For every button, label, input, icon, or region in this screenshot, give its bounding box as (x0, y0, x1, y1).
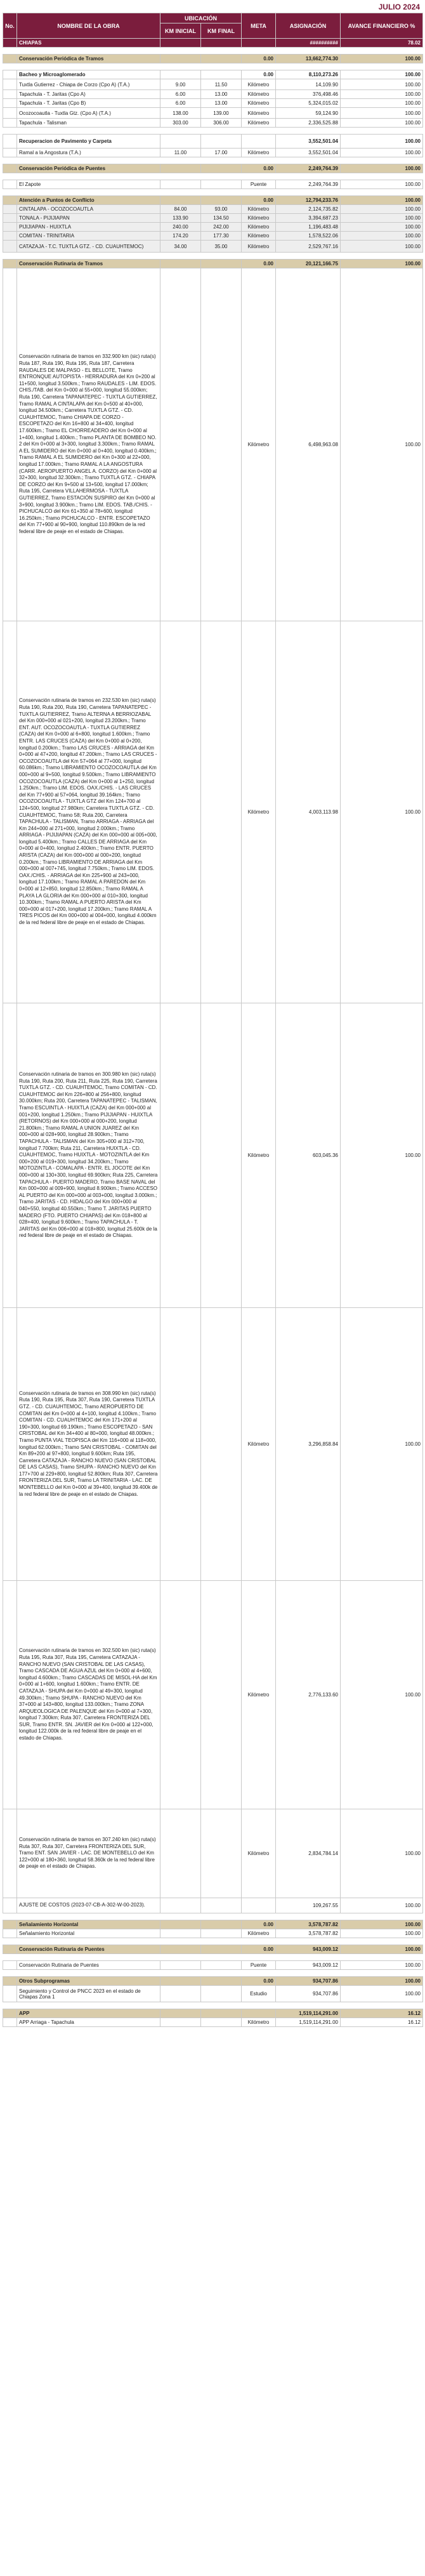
asignacion-value: 3,296,858.84 (276, 1308, 341, 1581)
section-avance: 100.00 (341, 1977, 423, 1986)
km-inicial: 174.20 (160, 232, 201, 241)
header-no: No. (3, 13, 17, 39)
subsection-recuperacion (3, 135, 423, 149)
obra-name: TONALA - PIJIJIAPAN (17, 214, 160, 223)
section-label: APP (17, 2009, 160, 2018)
meta-unit: Puente (242, 180, 276, 189)
asignacion-value: 6,498,963.08 (276, 268, 341, 621)
avance-value: 100.00 (341, 1003, 423, 1308)
obra-name: APP Arriaga - Tapachula (17, 2018, 160, 2027)
header-asignacion: ASIGNACIÓN (276, 13, 341, 39)
section-label: Otros Subprogramas (17, 1977, 160, 1986)
meta-unit: Kilómetro (242, 108, 276, 119)
meta-unit: Kilómetro (242, 1308, 276, 1581)
section-meta: 0.00 (242, 1977, 276, 1986)
asignacion-value: 3,394,687.23 (276, 214, 341, 223)
header-km-final: KM FINAL (201, 23, 242, 39)
subsection-meta: 0.00 (242, 70, 276, 79)
meta-unit: Kilómetro (242, 1929, 276, 1938)
table-row (3, 621, 423, 1003)
table-row (3, 1809, 423, 1898)
section-senalamiento (3, 1920, 423, 1929)
obra-name: Conservación Rutinaria de Puentes (17, 1961, 160, 1970)
table-row (3, 214, 423, 223)
meta-unit: Kilómetro (242, 1809, 276, 1898)
km-inicial: 9.00 (160, 79, 201, 90)
section-asignacion: 1,519,114,291.00 (276, 2009, 341, 2018)
km-inicial: 11.00 (160, 149, 201, 157)
asignacion-value: 1,196,483.48 (276, 223, 341, 232)
obra-name: PIJIJIAPAN - HUIXTLA (17, 223, 160, 232)
works-table (3, 13, 423, 2027)
state-total-row (3, 39, 423, 48)
section-asignacion: 12,794,233.76 (276, 196, 341, 205)
table-row (3, 1003, 423, 1308)
section-avance: 100.00 (341, 164, 423, 173)
section-conservacion-tramos (3, 55, 423, 63)
asignacion-value: 603,045.36 (276, 1003, 341, 1308)
obra-name: Señalamiento Horizontal (17, 1929, 160, 1938)
table-row (3, 268, 423, 621)
km-final: 17.00 (201, 149, 242, 157)
meta-unit: Kilómetro (242, 205, 276, 214)
meta-unit (242, 1898, 276, 1913)
table-row (3, 108, 423, 119)
table-row (3, 149, 423, 157)
meta-unit: Kilómetro (242, 223, 276, 232)
meta-unit: Kilómetro (242, 119, 276, 128)
asignacion-value: 2,249,764.39 (276, 180, 341, 189)
km-final: 134.50 (201, 214, 242, 223)
meta-unit: Kilómetro (242, 1581, 276, 1809)
avance-value: 100.00 (341, 214, 423, 223)
section-meta: 0.00 (242, 1920, 276, 1929)
table-row (3, 99, 423, 108)
avance-value: 100.00 (341, 149, 423, 157)
avance-value: 100.00 (341, 119, 423, 128)
header-km-inicial: KM INICIAL (160, 23, 201, 39)
table-row (3, 2018, 423, 2027)
table-row (3, 119, 423, 128)
section-meta: 0.00 (242, 55, 276, 63)
avance-value: 100.00 (341, 241, 423, 253)
avance-value: 100.00 (341, 1581, 423, 1809)
meta-unit: Kilómetro (242, 214, 276, 223)
report-title: JULIO 2024 (378, 3, 420, 11)
section-asignacion: 2,249,764.39 (276, 164, 341, 173)
table-row (3, 1898, 423, 1913)
asignacion-value: 1,578,522.06 (276, 232, 341, 241)
obra-description: AJUSTE DE COSTOS (2023-07-CB-A-302-W-00-2023). (17, 1898, 160, 1913)
section-avance: 100.00 (341, 196, 423, 205)
km-final: 11.50 (201, 79, 242, 90)
asignacion-value: 5,324,015.02 (276, 99, 341, 108)
km-final: 13.00 (201, 90, 242, 99)
state-label: CHIAPAS (17, 39, 160, 48)
avance-value: 100.00 (341, 79, 423, 90)
avance-value: 100.00 (341, 1986, 423, 2002)
obra-description: Conservación rutinaria de tramos en 307.240 km (sic) ruta(s) Ruta 307, Ruta 307, Carretera FRONTERIZA DEL SUR, Tramo ENT. SAN JAVIER - LAC. DE MONTEBELLO del Km 122+000 al 180+360, longitud 58.360k de la red federal libre de peaje en el estado de Chiapas. (17, 1809, 160, 1898)
header-avance: AVANCE FINANCIERO % (341, 13, 423, 39)
asignacion-value: 109,267.55 (276, 1898, 341, 1913)
table-row (3, 223, 423, 232)
section-otros (3, 1977, 423, 1986)
obra-description: Conservación rutinaria de tramos en 308.990 km (sic) ruta(s) Ruta 190, Ruta 195, Ruta 307, Ruta 190, Carretera TUXTLA GTZ. - CD. CUAUHTEMOC, Tramo AEROPUERTO DE COMITAN del Km 0+000 al 4+100, longitud 4.100km.; Tramo COMITAN - CD. CUAUHTEMOC del Km 171+200 al 190+300, longitud 69.190km.; Tramo ESCOPETAZO - SAN CRISTOBAL del Km 34+400 al 80+000, longitud 48.000km.; Tramo PUNTA VIAL TEOPISCA del Km 116+000 al 118+000, longitud 62.000km.; Tramo SAN CRISTOBAL - COMITAN del Km 89+200 al 97+800, longitud 9.600km; Ruta 195, Carretera CATAZAJA - RANCHO NUEVO (SAN CRISTOBAL DE LAS CASAS), Tramo SHUPA - RANCHO NUEVO del Km 177+700 al 229+800, longitud 52.800km; Ruta 307, Carretera FRONTERIZA DEL SUR, Tramo LA TRINITARIA - LAC. DE MONTEBELLO del Km 0+000 al 39+400, longitud 39.400k de la red federal libre de peaje en el estado de Chiapas. (17, 1308, 160, 1581)
section-avance: 100.00 (341, 1920, 423, 1929)
meta-unit: Kilómetro (242, 149, 276, 157)
section-label: Atención a Puntos de Conflicto (17, 196, 160, 205)
avance-value: 100.00 (341, 223, 423, 232)
section-asignacion: 934,707.86 (276, 1977, 341, 1986)
section-avance: 100.00 (341, 55, 423, 63)
section-avance: 100.00 (341, 1945, 423, 1954)
section-meta: 0.00 (242, 196, 276, 205)
avance-value: 100.00 (341, 1898, 423, 1913)
km-inicial: 6.00 (160, 90, 201, 99)
asignacion-value: 2,529,767.16 (276, 241, 341, 253)
asignacion-value: 934,707.86 (276, 1986, 341, 2002)
section-rutinaria-puentes (3, 1945, 423, 1954)
section-asignacion: 20,121,166.75 (276, 260, 341, 268)
obra-name: Ramal a la Angostura (T.A.) (17, 149, 160, 157)
avance-value: 100.00 (341, 90, 423, 99)
asignacion-value: 2,834,784.14 (276, 1809, 341, 1898)
table-row (3, 1581, 423, 1809)
section-avance: 100.00 (341, 260, 423, 268)
asignacion-value: 2,124,735.82 (276, 205, 341, 214)
meta-unit: Kilómetro (242, 2018, 276, 2027)
obra-description: Conservación rutinaria de tramos en 232.530 km (sic) ruta(s) Ruta 190, Ruta 200, Ruta 190, Carretera TAPANATEPEC - TUXTLA GUTIERREZ, Tramo ALTERNA A BERRIOZABAL del Km 000+000 al 021+200, longitud 23.200km.; Tramo ENT. AUT. OCOZOCOAUTLA - TUXTLA GUTIERREZ (CAZA) del Km 0+000 al 6+800, longitud 1.600km.; Tramo ENTR. LAS CRUCES (CAZA) del Km 0+000 al 0+200, longitud 0.200km.; Tramo LAS CRUCES - ARRIAGA del Km 0+000 al 47+200, longitud 47.200km.; Tramo LAS CRUCES - OCOZOCOAUTLA del Km 57+064 al 77+000, longitud 60.086km.; Tramo LIBRAMIENTO OCOZOCOAUTLA del Km 000+000 al 9+500, longitud 9.500km.; Tramo LIBRAMIENTO OCOZOCOAUTLA (CAZA) del Km 0+000 al 1+250, longitud 1.250km.; Tramo LIM. EDOS. OAX./CHIS. - LAS CRUCES del Km 77+900 al 57+064, longitud 39.164km.; Tramo OCOZOCOAUTLA - TUXTLA GTZ del Km 124+700 al 124+500, longitud 27.980km; Carretera TUXTLA GTZ. - CD. CUAUHTEMOC, Tramo 58; Ruta 200, Carretera TAPACHULA - TALISMAN, Tramo ARRIAGA - ARRIAGA del Km 244+000 al 271+000, longitud 2.000km.; Tramo ARRIAGA - PIJIJIAPAN (CAZA) del Km 000+000 al 005+000, longitud 5.400km.; Tramo CALLES DE ARRIAGA del Km 0+000 al 0+400, longitud 2.400km.; Tramo ENTR. PUERTO ARISTA (CAZA) del Km 000+000 al 000+200, longitud 0.200km.; Tramo LIBRAMIENTO DE ARRIAGA del Km 000+000 al 007+745, longitud 7.750km.; Tramo LIM. EDOS. OAX./CHIS. - ARRIAGA del Km 225+900 al 243+000, longitud 17.100km.; Tramo RAMAL A PAREDON del Km 0+000 al 12+850, longitud 12.850km.; Tramo RAMAL A PLAYA LA GLORIA del Km 000+000 al 010+300, longitud 10.300km.; Tramo RAMAL A PUERTO ARISTA del Km 000+000 al 017+200, longitud 17.200km.; Tramo RAMAL A TRES PICOS del Km 000+000 al 004+000, longitud 4.000km de la red federal libre de peaje en el estado de Chiapas. (17, 621, 160, 1003)
obra-name: COMITAN - TRINITARIA (17, 232, 160, 241)
asignacion-value: 376,498.46 (276, 90, 341, 99)
obra-name: Tuxtla Gutierrez - Chiapa de Corzo (Cpo A) (T.A.) (17, 79, 160, 90)
section-label: Señalamiento Horizontal (17, 1920, 160, 1929)
asignacion-value: 2,336,525.88 (276, 119, 341, 128)
section-meta: 0.00 (242, 164, 276, 173)
header-meta: META (242, 13, 276, 39)
subsection-avance: 100.00 (341, 70, 423, 79)
avance-value: 100.00 (341, 232, 423, 241)
section-asignacion: 13,662,774.30 (276, 55, 341, 63)
table-row (3, 79, 423, 90)
section-label: Conservación Periódica de Tramos (17, 55, 160, 63)
meta-unit: Puente (242, 1961, 276, 1970)
avance-value: 100.00 (341, 268, 423, 621)
asignacion-value: 2,776,133.60 (276, 1581, 341, 1809)
km-final: 306.00 (201, 119, 242, 128)
section-label: Conservación Rutinaria de Puentes (17, 1945, 160, 1954)
meta-unit: Kilómetro (242, 79, 276, 90)
km-final: 13.00 (201, 99, 242, 108)
obra-name: Tapachula - T. Jaritas (Cpo A) (17, 90, 160, 99)
avance-value: 100.00 (341, 108, 423, 119)
obra-name: CATAZAJA - T.C. TUXTLA GTZ. - CD. CUAUHTEMOC) (17, 241, 160, 253)
header-ubicacion: UBICACIÓN (160, 13, 242, 23)
km-inicial: 34.00 (160, 241, 201, 253)
meta-unit: Kilómetro (242, 99, 276, 108)
obra-name: Seguimiento y Control de PNCC 2023 en el estado de Chiapas Zona 1 (17, 1986, 160, 2002)
table-row (3, 1929, 423, 1938)
avance-value: 100.00 (341, 621, 423, 1003)
avance-value: 16.12 (341, 2018, 423, 2027)
section-rutinaria-tramos (3, 260, 423, 268)
section-asignacion: 943,009.12 (276, 1945, 341, 1954)
km-inicial: 84.00 (160, 205, 201, 214)
avance-value: 100.00 (341, 99, 423, 108)
obra-name: Ocozocoautla - Tuxtla Gtz. (Cpo A) (T.A.) (17, 108, 160, 119)
meta-unit: Kilómetro (242, 232, 276, 241)
avance-value: 100.00 (341, 1308, 423, 1581)
meta-unit: Kilómetro (242, 268, 276, 621)
table-row (3, 1961, 423, 1970)
asignacion-value: 3,578,787.82 (276, 1929, 341, 1938)
km-final: 35.00 (201, 241, 242, 253)
section-puentes-periodica (3, 164, 423, 173)
table-row (3, 1986, 423, 2002)
meta-unit: Estudio (242, 1986, 276, 2002)
subsection-avance: 100.00 (341, 135, 423, 149)
asignacion-value: 14,109.90 (276, 79, 341, 90)
asignacion-value: 3,552,501.04 (276, 149, 341, 157)
avance-value: 100.00 (341, 205, 423, 214)
obra-name: Tapachula - Talisman (17, 119, 160, 128)
section-label: Conservación Rutinaria de Tramos (17, 260, 160, 268)
obra-description: Conservación rutinaria de tramos en 300.980 km (sic) ruta(s) Ruta 190, Ruta 200, Ruta 211, Ruta 225, Ruta 190, Carretera TUXTLA GTZ. - CD. CUAUHTEMOC, Tramo COMITAN - CD. CUAUHTEMOC del Km 226+800 al 256+800, longitud 30.000km; Ruta 200, Carretera TAPANATEPEC - TALISMAN, Tramo ESCUINTLA - HUIXTLA (CAZA) del Km 000+000 al 001+200, longitud 1.250km.; Tramo PIJIJIAPAN - HUIXTLA (RETORNOS) del Km 000+000 al 000+200, longitud 21.800km.; Tramo RAMAL A UNION JUAREZ del Km 000+000 al 028+900, longitud 28.900km.; Tramo TAPACHULA - TALISMAN del Km 305+000 al 312+700, longitud 7.700km; Ruta 211, Carretera HUIXTLA - CD. CUAUHTEMOC, Tramo HUIXTLA - MOTOZINTLA del Km 000+200 al 019+300, longitud 34.200km.; Tramo MOTOZINTLA - COMALAPA - ENTR. EL JOCOTE del Km 000+000 al 130+300, longitud 69.900km; Ruta 225, Carretera TAPACHULA - PUERTO MADERO, Tramo BASE NAVAL del Km 000+000 al 009+900, longitud 8.900km.; Tramo ACCESO AL PUERTO del Km 000+000 al 003+000, longitud 3.000km.; Tramo JARITAS - CD. HIDALGO del Km 000+000 al 040+550, longitud 40.550km.; Tramo T. JARITAS PUERTO MADERO (FTO. PUERTO CHIAPAS) del Km 018+800 al 028+400, longitud 9.600km.; Tramo TAPACHULA - T. JARITAS del Km 006+000 al 018+800, longitud 25.600k de la red federal libre de peaje en el estado de Chiapas. (17, 1003, 160, 1308)
table-row (3, 180, 423, 189)
meta-unit: Kilómetro (242, 1003, 276, 1308)
table-row (3, 232, 423, 241)
meta-unit: Kilómetro (242, 621, 276, 1003)
subsection-label: Recuperacion de Pavimento y Carpeta (17, 135, 160, 149)
section-conflicto (3, 196, 423, 205)
km-inicial: 303.00 (160, 119, 201, 128)
table-row (3, 205, 423, 214)
asignacion-value: 59,124.90 (276, 108, 341, 119)
table-row (3, 241, 423, 253)
meta-unit: Kilómetro (242, 90, 276, 99)
asignacion-value: 943,009.12 (276, 1961, 341, 1970)
section-meta: 0.00 (242, 1945, 276, 1954)
asignacion-value: 4,003,113.98 (276, 621, 341, 1003)
obra-name: Tapachula - T. Jaritas (Cpo B) (17, 99, 160, 108)
subsection-bacheo (3, 70, 423, 79)
section-meta: 0.00 (242, 260, 276, 268)
section-label: Conservación Periódica de Puentes (17, 164, 160, 173)
km-inicial: 6.00 (160, 99, 201, 108)
subsection-asignacion: 8,110,273.26 (276, 70, 341, 79)
km-inicial: 240.00 (160, 223, 201, 232)
obra-name: El Zapote (17, 180, 160, 189)
km-final: 177.30 (201, 232, 242, 241)
km-inicial: 138.00 (160, 108, 201, 119)
table-row (3, 90, 423, 99)
obra-name: CINTALAPA - OCOZOCOAUTLA (17, 205, 160, 214)
avance-value: 100.00 (341, 1961, 423, 1970)
section-asignacion: 3,578,787.82 (276, 1920, 341, 1929)
section-avance: 16.12 (341, 2009, 423, 2018)
avance-value: 100.00 (341, 1929, 423, 1938)
km-final: 139.00 (201, 108, 242, 119)
subsection-label: Bacheo y Microaglomerado (17, 70, 160, 79)
obra-description: Conservación rutinaria de tramos en 302.500 km (sic) ruta(s) Ruta 195, Ruta 307, Ruta 195, Carretera CATAZAJA - RANCHO NUEVO (SAN CRISTOBAL DE LAS CASAS), Tramo CASCADA DE AGUA AZUL del Km 0+000 al 4+600, longitud 4.600km.; Tramo CASCADAS DE MISOL-HA del Km 0+000 al 1+600, longitud 1.600km.; Tramo ENTR. DE CATAZAJA - SHUPA del Km 0+000 al 49+300, longitud 49.300km.; Tramo SHUPA - RANCHO NUEVO del Km 37+000 al 143+800, longitud 133.000km.; Tramo ZONA ARQUEOLOGICA DE PALENQUE del Km 0+000 al 7+300, longitud 7.300km; Ruta 307, Carretera FRONTERIZA DEL SUR, Tramo ENTR. SN. JAVIER del Km 0+000 al 122+000, longitud 122.000k de la red federal libre de peaje en el estado de Chiapas. (17, 1581, 160, 1809)
obra-description: Conservación rutinaria de tramos en 332.900 km (sic) ruta(s) Ruta 187, Ruta 190, Ruta 195, Ruta 187, Carretera RAUDALES DE MALPASO - EL BELLOTE, Tramo ENTRONQUE AUTOPISTA - HERRADURA del Km 0+200 al 11+500, longitud 3.500km.; Tramo RAUDALES - LIM. EDOS. CHIS./TAB. del Km 0+000 al 55+000, longitud 55.000km; Ruta 190, Carretera TAPANATEPEC - TUXTLA GUTIERREZ, Tramo RAMAL A CINTALAPA del Km 0+500 al 40+000, longitud 34.500km.; Carretera TUXTLA GTZ. - CD. CUAUHTEMOC, Tramo CHIAPA DE CORZO - ESCOPETAZO del Km 16+800 al 34+400, longitud 17.600km.; Tramo EL CHORREADERO del Km 0+000 al 1+400, longitud 1.400km.; Tramo PLANTA DE BOMBEO NO. 2 del Km 0+000 al 3+300, longitud 3.300km.; Tramo RAMAL A EL SUMIDERO del Km 0+000 al 0+400, longitud 0.400km.; Tramo RAMAL A EL SUMIDERO del Km 0+300 al 22+000, longitud 17.000km.; Tramo RAMAL A LA ANGOSTURA (CARR. AEROPUERTO ANGEL A. CORZO) del Km 0+000 al 32+300, longitud 32.300km.; Tramo TUXTLA GTZ. - CHIAPA DE CORZO del Km 9+500 al 13+500, longitud 17.000km; Ruta 195, Carretera VILLAHERMOSA - TUXTLA GUTIERREZ, Tramo ESTACIÓN SUSPIRO del Km 0+000 al 3+900, longitud 3.900km.; Tramo LIM. EDOS. TAB./CHIS. - PICHUCALCO del Km 61+350 al 78+600, longitud 16.250km.; Tramo PICHUCALCO - ENTR. ESCOPETAZO del Km 77+900 al 90+900, longitud 110.890km de la red federal libre de peaje en el estado de Chiapas. (17, 268, 160, 621)
km-final: 242.00 (201, 223, 242, 232)
subsection-meta (242, 135, 276, 149)
table-row (3, 1308, 423, 1581)
km-inicial: 133.90 (160, 214, 201, 223)
state-avance: 78.02 (341, 39, 423, 48)
subsection-asignacion: 3,552,501.04 (276, 135, 341, 149)
avance-value: 100.00 (341, 180, 423, 189)
state-asignacion: ########## (276, 39, 341, 48)
section-meta (242, 2009, 276, 2018)
meta-unit: Kilómetro (242, 241, 276, 253)
km-final: 93.00 (201, 205, 242, 214)
section-app (3, 2009, 423, 2018)
header-obra: NOMBRE DE LA OBRA (17, 13, 160, 39)
asignacion-value: 1,519,114,291.00 (276, 2018, 341, 2027)
avance-value: 100.00 (341, 1809, 423, 1898)
